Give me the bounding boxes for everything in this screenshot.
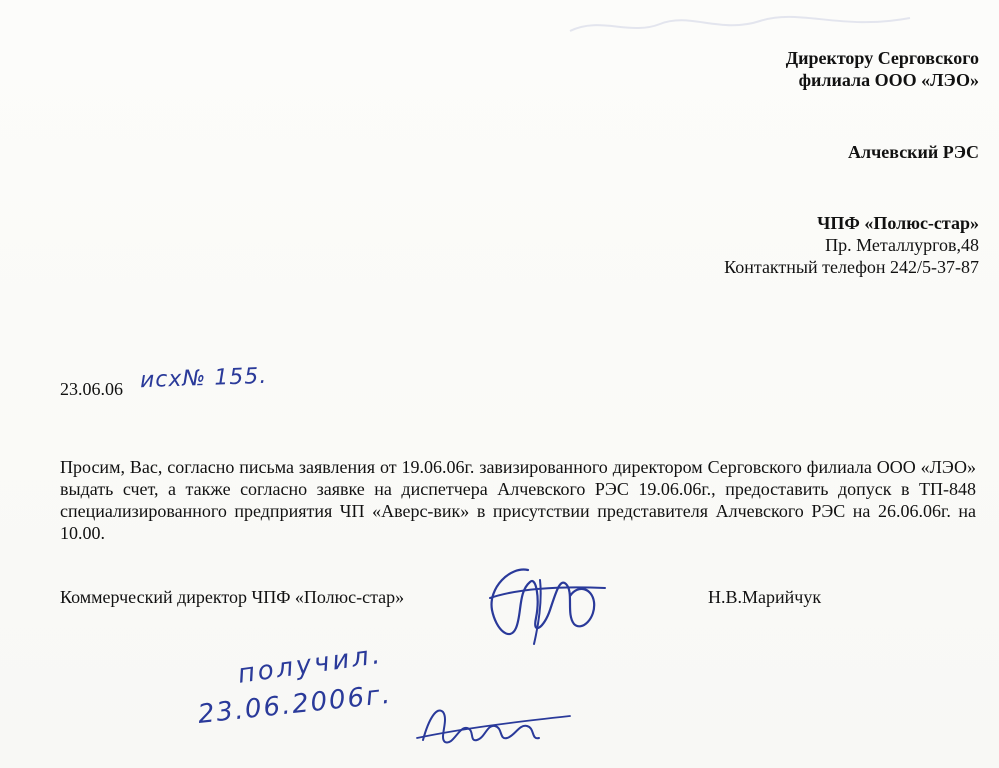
signatory-title: Коммерческий директор ЧПФ «Полюс-стар» <box>60 587 405 607</box>
addressee-line-1: Директору Серговского <box>785 48 979 68</box>
addressee-block <box>786 47 979 91</box>
handwritten-received-note: получил. <box>235 639 385 690</box>
sender-address: Пр. Металлургов,48 <box>825 235 979 255</box>
bleed-through-marks <box>560 6 920 46</box>
department-block <box>848 141 979 163</box>
handwritten-outgoing-ref: исх№ 155. <box>139 363 268 394</box>
letter-body: Просим, Вас, согласно письма заявления от 19.06.06г. завизированного директором Серговского филиала ООО «ЛЭО» выдать счет, а также согласно заявке на диспетчера Алчевского РЭС 19.06.06г., предоставить допуск в ТП-848 специализированного предприятия ЧП «Аверс-вик» в присутствии представителя Алчевского РЭС на 26.06.06г. на 10.00. <box>60 457 976 543</box>
sender-name: ЧПФ «Полюс-стар» <box>817 213 979 233</box>
letter-date: 23.06.06 <box>60 379 123 399</box>
addressee-line-2: филиала ООО «ЛЭО» <box>798 70 979 90</box>
signature-mark <box>470 558 610 648</box>
sender-phone: Контактный телефон 242/5-37-87 <box>724 257 979 277</box>
receiver-signature-mark <box>415 698 575 753</box>
department-name: Алчевский РЭС <box>848 142 979 162</box>
sender-block <box>724 212 979 278</box>
handwritten-received-date: 23.06.2006г. <box>196 679 394 730</box>
signatory-name: Н.В.Марийчук <box>708 587 822 607</box>
